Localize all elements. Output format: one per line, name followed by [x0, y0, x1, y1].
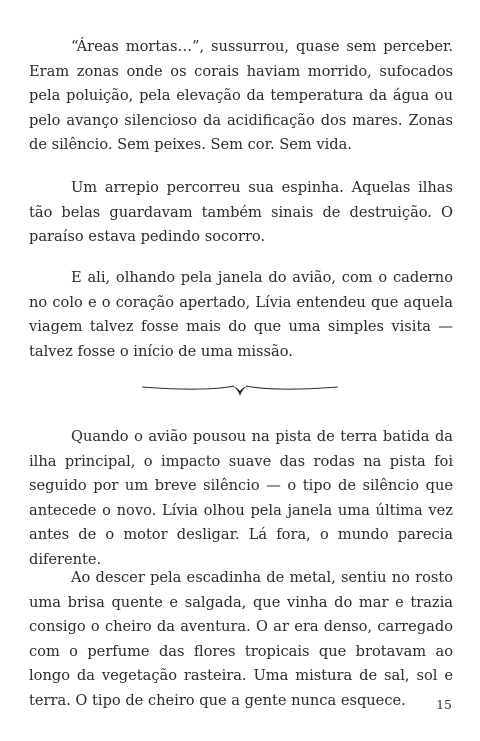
paragraph-1 [29, 35, 453, 158]
paragraph-text: “Áreas mortas…”, sussurrou, quase sem perceber. Eram zonas onde os corais haviam morrido, sufocados pela poluição, pela elevação da temperatura da água ou pelo avanço silencioso da acidificação dos mares. Zonas de silêncio. Sem peixes. Sem cor. Sem vida. [29, 38, 453, 153]
paragraph-text: Um arrepio percorreu sua espinha. Aquelas ilhas tão belas guardavam também sinais de destruição. O paraíso estava pedindo socorro. [29, 179, 453, 245]
paragraph-2 [29, 176, 453, 250]
paragraph-text: Ao descer pela escadinha de metal, sentiu no rosto uma brisa quente e salgada, que vinha do mar e trazia consigo o cheiro da aventura. O ar era denso, carregado com o perfume das flores tropicais que brotavam ao longo da vegetação rasteira. Uma mistura de sal, sol e terra. O tipo de cheiro que a gente nunca esquece. [29, 569, 453, 709]
paragraph-3 [29, 266, 453, 364]
page-number: 15 [436, 697, 452, 712]
paragraph-text: E ali, olhando pela janela do avião, com o caderno no colo e o coração apertado, Lívia entendeu que aquela viagem talvez fosse mais do que uma simples visita — talvez fosse o início de uma missão. [29, 269, 453, 360]
section-divider-icon [140, 381, 340, 399]
paragraph-4 [29, 425, 453, 572]
paragraph-5 [29, 566, 453, 713]
paragraph-text: Quando o avião pousou na pista de terra batida da ilha principal, o impacto suave das rodas na pista foi seguido por um breve silêncio — o tipo de silêncio que antecede o novo. Lívia olhou pela janela uma última vez antes de o motor desligar. Lá fora, o mundo parecia diferente. [29, 428, 453, 568]
